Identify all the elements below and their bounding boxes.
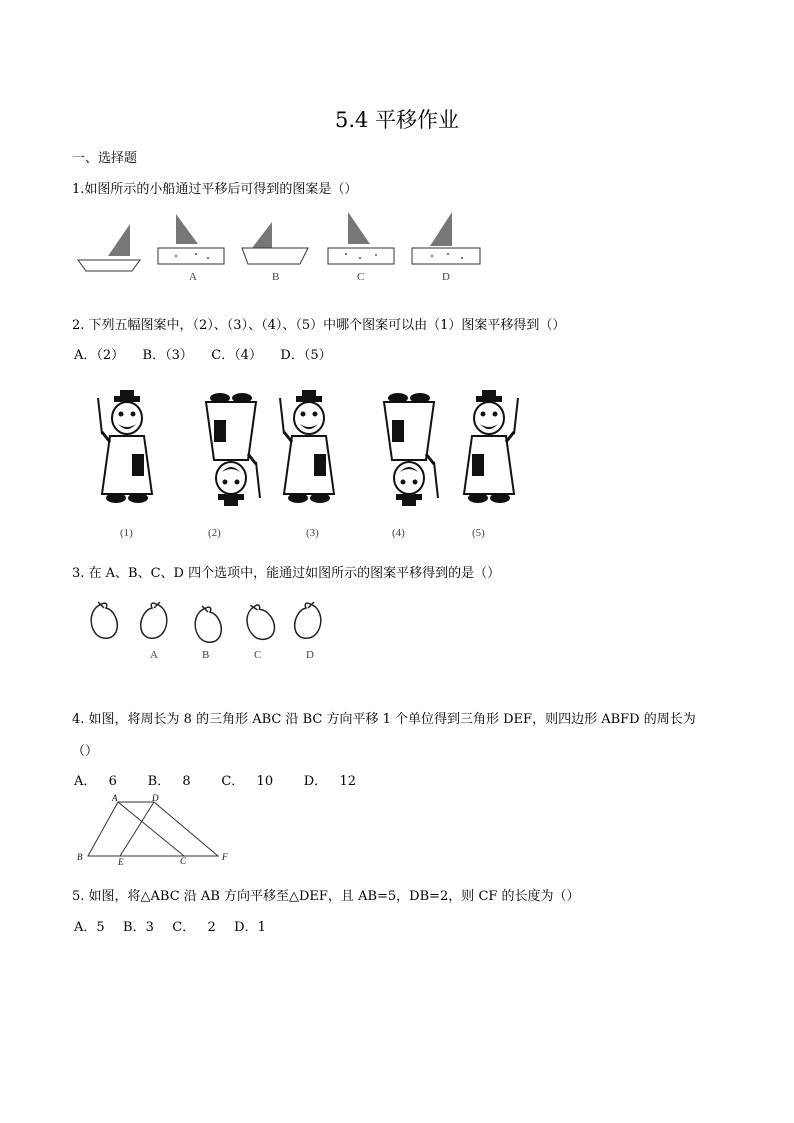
label-4: (4) <box>392 527 405 539</box>
teacher-4 <box>384 393 438 539</box>
teacher-figures <box>88 386 528 542</box>
label-b: B <box>272 271 280 283</box>
label-1: (1) <box>120 527 133 539</box>
leaf-option-c <box>244 601 277 661</box>
triangle-figure <box>72 792 242 868</box>
point-d: D <box>152 793 159 803</box>
label-c: C <box>357 271 365 283</box>
teacher-5 <box>464 390 518 539</box>
label-2: (2) <box>208 527 221 539</box>
point-e: E <box>118 857 124 867</box>
leaf-label-d: D <box>306 649 314 661</box>
label-a: A <box>189 271 197 283</box>
question-2-text: 2. 下列五幅图案中，（2）、（3）、（4）、（5）中哪个图案可以由（1）图案平移得到（） <box>72 318 566 333</box>
leaf-figures <box>82 598 332 664</box>
boat-figures <box>76 208 486 286</box>
boat-option-a <box>158 214 224 283</box>
label-3: (3) <box>306 527 319 539</box>
question-2-options: A．（2） B．（3） C．（4） D．（5） <box>74 348 332 363</box>
section-heading: 一、选择题 <box>72 151 138 166</box>
teacher-1 <box>98 390 152 539</box>
boat-option-c <box>328 212 394 283</box>
leaf-option-a <box>141 602 167 661</box>
point-b: B <box>77 852 83 862</box>
question-5-options: A．5 B．3 C． 2 D．1 <box>74 920 266 935</box>
question-4-text: 4. 如图，将周长为 8 的三角形 ABC 沿 BC 方向平移 1 个单位得到三角形 DEF，则四边形 ABFD 的周长为 <box>72 712 696 727</box>
leaf-option-b <box>195 606 221 661</box>
leaf-option-d <box>295 602 321 661</box>
question-1-text: 1.如图所示的小船通过平移后可得到的图案是（） <box>72 182 358 197</box>
leaf-label-a: A <box>150 649 158 661</box>
leaf-label-c: C <box>254 649 262 661</box>
leaf-original <box>91 602 117 638</box>
teacher-2 <box>206 393 260 539</box>
page-title: 5.4 平移作业 <box>334 108 460 132</box>
point-a: A <box>112 793 118 803</box>
question-5-text: 5. 如图，将△ABC 沿 AB 方向平移至△DEF，且 AB=5，DB=2，则 CF 的长度为（） <box>72 889 580 904</box>
label-d: D <box>442 271 450 283</box>
boat-option-d <box>412 212 480 283</box>
teacher-3 <box>280 390 334 539</box>
boat-option-b <box>242 222 308 283</box>
boat-original <box>78 224 140 271</box>
question-4-text-cont: （） <box>72 744 99 759</box>
point-f: F <box>222 852 228 862</box>
leaf-label-b: B <box>202 649 210 661</box>
point-c: C <box>180 856 187 866</box>
label-5: (5) <box>472 527 485 539</box>
question-4-options: A． 6 B． 8 C． 10 D． 12 <box>74 774 356 789</box>
question-3-text: 3. 在 A、B、C、D 四个选项中，能通过如图所示的图案平移得到的是（） <box>72 566 501 581</box>
